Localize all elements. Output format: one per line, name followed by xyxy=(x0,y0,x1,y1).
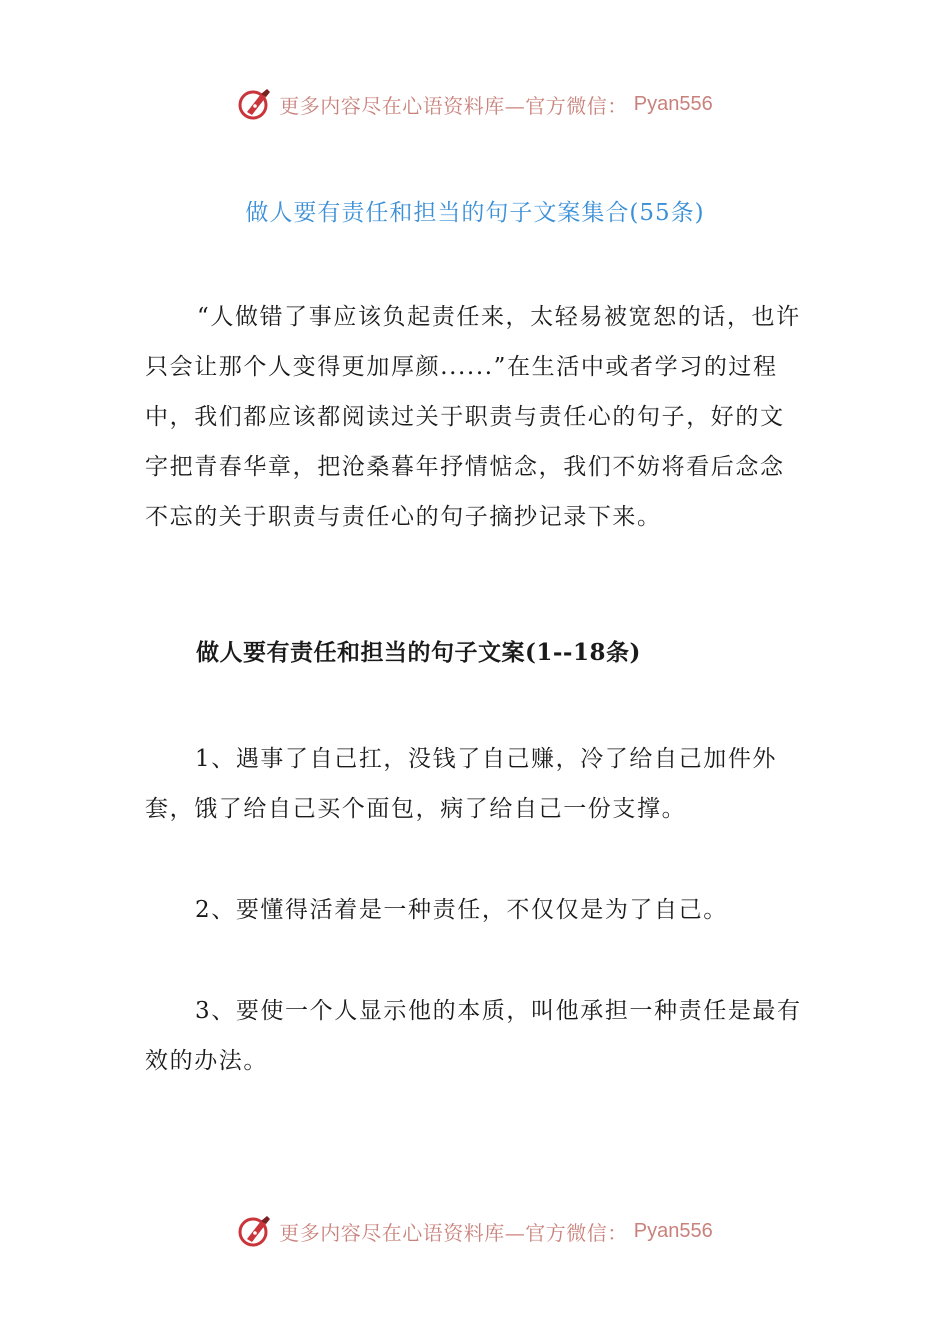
header-wechat-id: Pyan556 xyxy=(633,92,713,115)
footer-banner xyxy=(0,1211,950,1251)
pen-nib-logo-icon xyxy=(237,86,273,122)
section-heading: 做人要有责任和担当的句子文案(1--18条) xyxy=(196,639,641,666)
list-item: 3、要使一个人显示他的本质，叫他承担一种责任是最有效的办法。 xyxy=(145,998,802,1074)
intro-paragraph: “人做错了事应该负起责任来，太轻易被宽恕的话，也许只会让那个人变得更加厚颜......”在生活中或者学习的过程中，我们都应该都阅读过关于职责与责任心的句子，好的文字把青春华章，把沧桑暮年抒情惦念，我们不妨将看后念念不忘的关于职责与责任心的句子摘抄记录下来。 xyxy=(145,304,801,530)
header-banner xyxy=(0,84,950,124)
footer-banner-text: 更多内容尽在心语资料库—官方微信： xyxy=(279,1220,628,1245)
list-item: 2、要懂得活着是一种责任，不仅仅是为了自己。 xyxy=(195,897,728,923)
pen-nib-logo-icon xyxy=(237,1213,273,1249)
document-title: 做人要有责任和担当的句子文案集合(55条) xyxy=(245,200,705,226)
header-banner-text: 更多内容尽在心语资料库—官方微信： xyxy=(279,93,628,118)
list-item: 1、遇事了自己扛，没钱了自己赚，冷了给自己加件外套，饿了给自己买个面包，病了给自己一份支撑。 xyxy=(145,746,778,822)
footer-wechat-id: Pyan556 xyxy=(633,1219,713,1242)
